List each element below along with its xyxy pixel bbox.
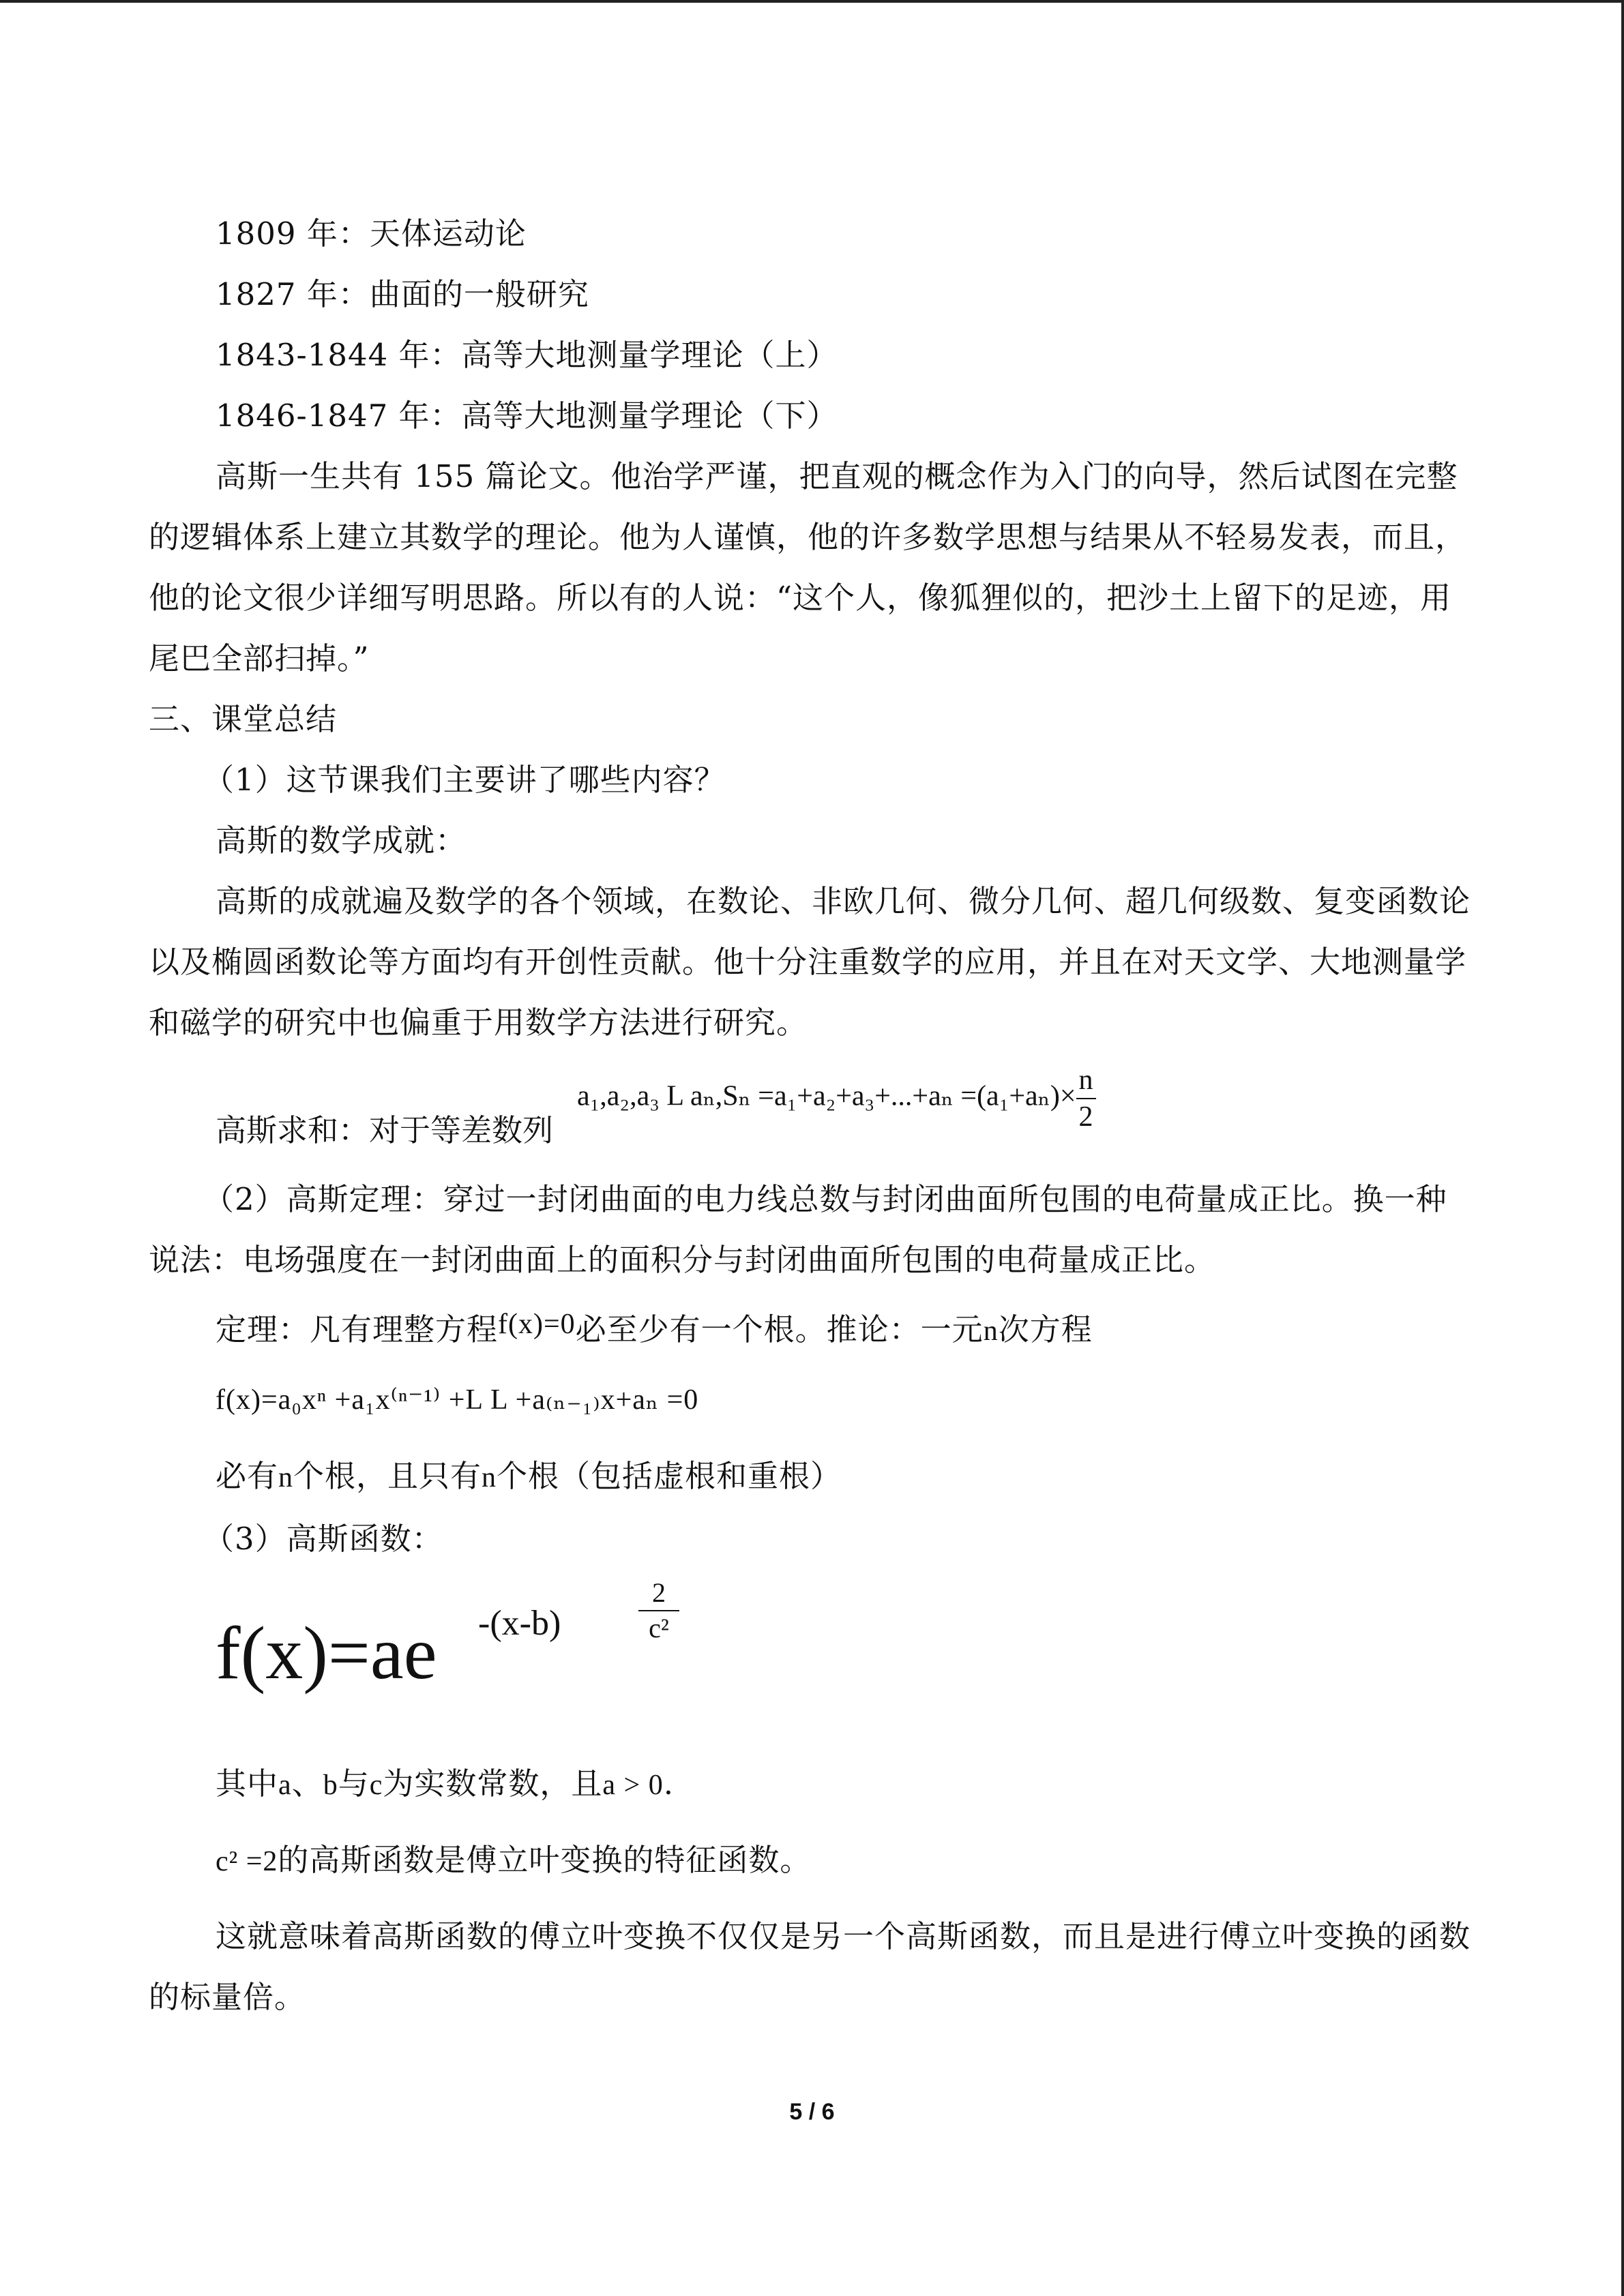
constants-text-a: 其中 [216, 1765, 279, 1802]
theorem-text-c: 次方程 [998, 1311, 1093, 1347]
gauss-function-exponent: -(x-b) [478, 1604, 561, 1643]
gauss-sum-line [149, 1060, 1472, 1162]
constants-sep: 、 [291, 1765, 323, 1802]
paragraph-papers: 高斯一生共有 155 篇论文。他治学严谨，把直观的概念作为入门的向导，然后试图在完整的逻辑体系上建立其数学的理论。他为人谨慎，他的许多数学思想与结果从不轻易发表，而且，他的论文很少详细写明思路。所以有的人说：“这个人，像狐狸似的，把沙土上留下的足迹，用尾巴全部扫掉。” [149, 458, 1467, 676]
page-right-border [1621, 0, 1624, 2296]
gauss-frac-den: c² [649, 1613, 669, 1643]
theorem-text-a: 定理：凡有理整方程 [216, 1311, 499, 1347]
roots-n2: n [482, 1462, 497, 1493]
page-top-border [0, 0, 1624, 3]
c2-condition: c² =2 [216, 1846, 278, 1877]
gauss-function-exponent-fraction [638, 1576, 679, 1645]
constants-var-a: a [278, 1770, 292, 1801]
constants-with: 与 [338, 1765, 370, 1802]
gauss-sum-fraction [1076, 1062, 1096, 1135]
page-content [149, 203, 1472, 2027]
gauss-sum-formula [577, 1062, 1096, 1135]
constants-var-b: b [323, 1770, 338, 1801]
publication-1827: 1827 年：曲面的一般研究 [216, 276, 589, 312]
constants-text-b: 为实数常数，且 [383, 1765, 603, 1802]
gauss-sum-fraction-num: n [1076, 1062, 1096, 1099]
gauss-sum-fraction-den: 2 [1078, 1101, 1093, 1133]
polynomial-equation: f(x)=a₀xⁿ +a₁x⁽ⁿ⁻¹⁾ +L L +a₍ₙ₋₁₎x+aₙ =0 [216, 1384, 699, 1416]
roots-line [149, 1446, 1472, 1508]
paragraph-fourier: 这就意味着高斯函数的傅立叶变换不仅仅是另一个高斯函数，而且是进行傅立叶变换的函数的标量倍。 [149, 1918, 1471, 2015]
constants-end: . [663, 1765, 675, 1802]
constants-condition: a > 0 [602, 1770, 664, 1801]
roots-n1: n [278, 1462, 294, 1493]
page-number: 5 / 6 [789, 2099, 835, 2125]
roots-text-a: 必有 [216, 1458, 279, 1494]
question-3: （3）高斯函数： [203, 1521, 443, 1557]
roots-text-b: 个根，且只有 [293, 1458, 482, 1494]
question-1: （1）这节课我们主要讲了哪些内容？ [203, 762, 726, 798]
paragraph-achievements: 高斯的成就遍及数学的各个领域，在数论、非欧几何、微分几何、超几何级数、复变函数论以及椭圆函数论等方面均有开创性贡献。他十分注重数学的应用，并且在对天文学、大地测量学和磁学的研究中也偏重于用数学方法进行研究。 [149, 883, 1471, 1041]
achievements-title: 高斯的数学成就： [216, 822, 467, 859]
theorem-n: n [983, 1315, 999, 1347]
gauss-function-base: f(x)=ae [216, 1611, 437, 1695]
c2-text: 的高斯函数是傅立叶变换的特征函数。 [278, 1842, 812, 1878]
publication-1846: 1846-1847 年：高等大地测量学理论（下） [216, 398, 838, 434]
roots-text-c: 个根（包括虚根和重根） [497, 1458, 842, 1494]
gauss-sum-formula-main: a₁,a₂,a₃ L aₙ,Sₙ =a₁+a₂+a₃+...+aₙ =(a₁+aₙ)× [577, 1080, 1076, 1112]
theorem-fx: f(x)=0 [498, 1309, 576, 1340]
constants-var-c: c [369, 1770, 383, 1801]
constants-line [149, 1753, 1472, 1816]
c2-line [149, 1830, 1472, 1892]
gauss-theorem: （2）高斯定理：穿过一封闭曲面的电力线总数与封闭曲面所包围的电荷量成正比。换一种说法：电场强度在一封闭曲面上的面积分与封闭曲面所包围的电荷量成正比。 [149, 1181, 1447, 1278]
section-heading-summary: 三、课堂总结 [149, 701, 338, 737]
theorem-line [149, 1294, 1472, 1362]
gauss-function-formula [216, 1569, 1472, 1746]
publication-1809: 1809 年：天体运动论 [216, 215, 527, 252]
theorem-text-b: 必至少有一个根。推论：一元 [575, 1311, 984, 1347]
gauss-frac-num: 2 [638, 1576, 679, 1611]
gauss-sum-label: 高斯求和：对于等差数列 [216, 1112, 554, 1148]
publication-1843: 1843-1844 年：高等大地测量学理论（上） [216, 337, 838, 373]
